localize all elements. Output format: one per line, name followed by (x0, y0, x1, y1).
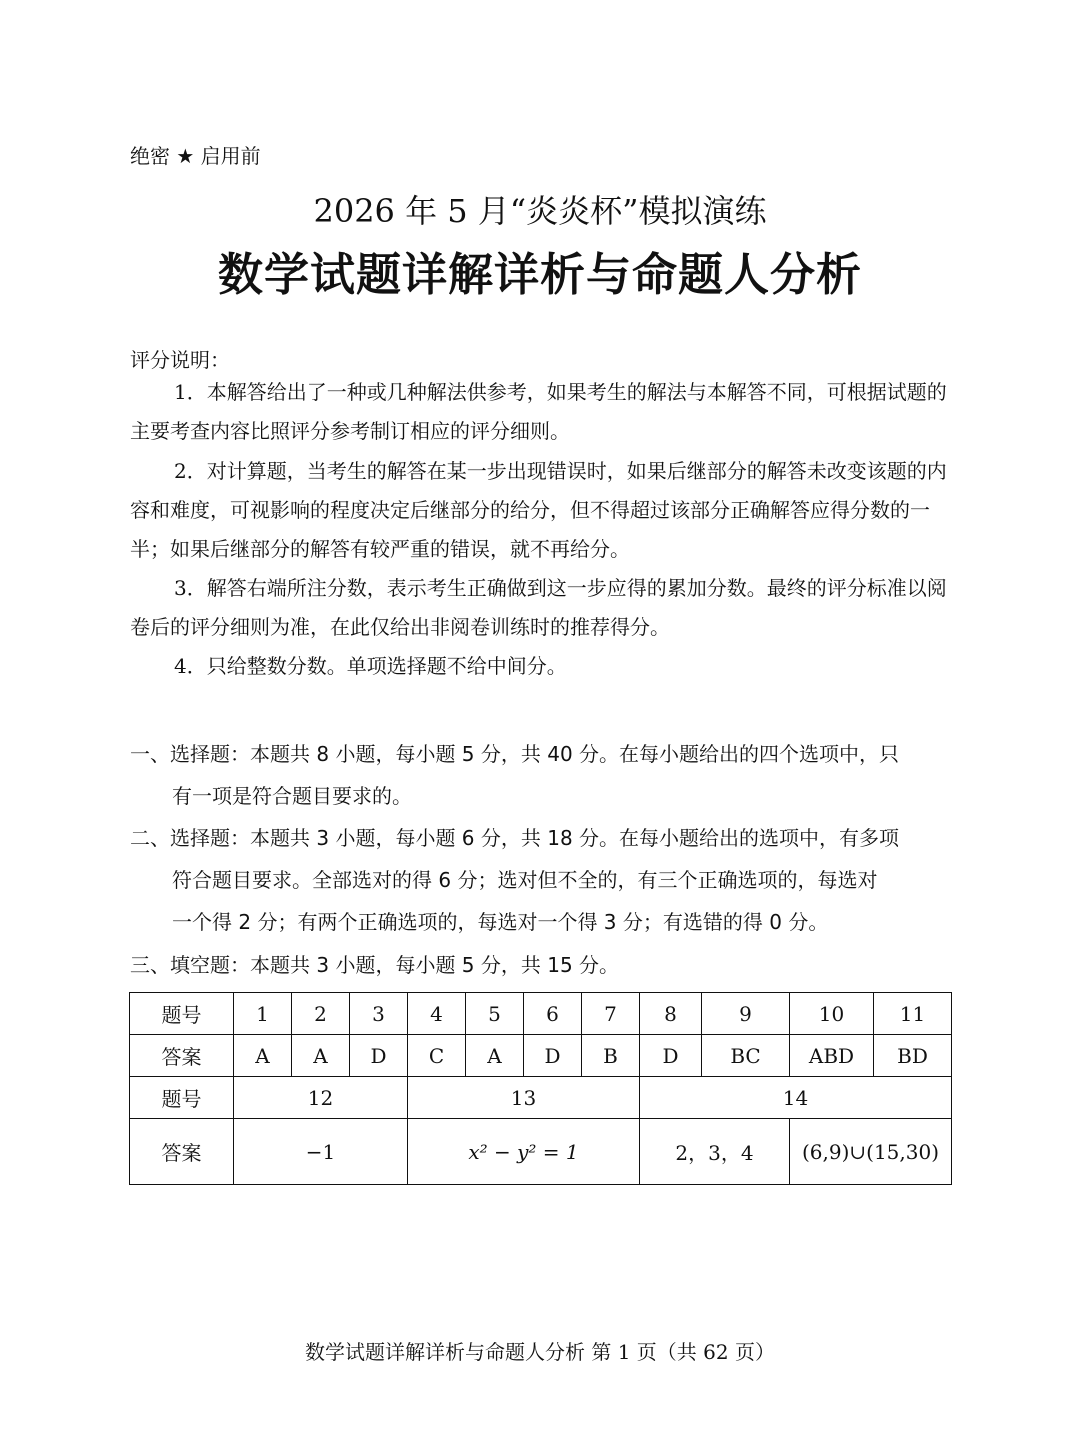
table-label: 题号 (130, 1077, 234, 1119)
table-row (130, 1035, 952, 1077)
confidential-label: 绝密 ★ 启用前 (130, 144, 261, 168)
question-number: 9 (702, 993, 790, 1035)
grading-note-3: 3．解答右端所注分数，表示考生正确做到这一步应得的累加分数。最终的评分标准以阅卷后的评分细则为准，在此仅给出非阅卷训练时的推荐得分。 (130, 576, 947, 639)
table-row (130, 993, 952, 1035)
question-number: 5 (466, 993, 524, 1035)
answer-cell: A (234, 1035, 292, 1077)
question-number: 8 (640, 993, 702, 1035)
question-number: 6 (524, 993, 582, 1035)
grading-notes-heading: 评分说明： (130, 348, 230, 372)
answer-cell: A (292, 1035, 350, 1077)
question-number: 1 (234, 993, 292, 1035)
document-title: 数学试题详解详析与命题人分析 (217, 248, 862, 301)
question-number: 3 (350, 993, 408, 1035)
answer-table (129, 992, 952, 1185)
answer-cell: BC (702, 1035, 790, 1077)
table-row (130, 1119, 952, 1185)
question-number: 11 (874, 993, 952, 1035)
table-row (130, 1077, 952, 1119)
answer-cell: (6,9)∪(15,30) (790, 1119, 952, 1185)
question-number: 10 (790, 993, 874, 1035)
grading-note-4: 4．只给整数分数。单项选择题不给中间分。 (174, 654, 567, 678)
question-number: 2 (292, 993, 350, 1035)
answer-cell: BD (874, 1035, 952, 1077)
answer-cell: ABD (790, 1035, 874, 1077)
answer-cell: D (640, 1035, 702, 1077)
exam-subtitle: 2026 年 5 月“炎炎杯”模拟演练 (313, 192, 767, 230)
question-number: 4 (408, 993, 466, 1035)
answer-cell: x² − y² = 1 (408, 1119, 640, 1185)
question-number: 7 (582, 993, 640, 1035)
question-number: 12 (234, 1077, 408, 1119)
section-fill-in: 三、填空题：本题共 3 小题，每小题 5 分，共 15 分。 (130, 953, 620, 977)
page-footer: 数学试题详解详析与命题人分析 第 1 页（共 62 页） (305, 1340, 775, 1364)
answer-cell: 2，3，4 (640, 1119, 790, 1185)
answer-cell: −1 (234, 1119, 408, 1185)
table-label: 答案 (130, 1119, 234, 1185)
table-label: 答案 (130, 1035, 234, 1077)
question-number: 14 (640, 1077, 952, 1119)
answer-cell: C (408, 1035, 466, 1077)
answer-cell: A (466, 1035, 524, 1077)
answer-cell: D (524, 1035, 582, 1077)
section-multi-select: 二、选择题：本题共 3 小题，每小题 6 分，共 18 分。在每小题给出的选项中，有多项 符合题目要求。全部选对的得 6 分；选对但不全的，有三个正确选项的，每选对 一个得 2 分；有两个正确选项的，每选对一个得 3 分；有选错的得 0 分。 (130, 826, 900, 934)
table-label: 题号 (130, 993, 234, 1035)
section-multiple-choice: 一、选择题：本题共 8 小题，每小题 5 分，共 40 分。在每小题给出的四个选项中，只 有一项是符合题目要求的。 (130, 742, 900, 808)
answer-cell: D (350, 1035, 408, 1077)
grading-note-1: 1．本解答给出了一种或几种解法供参考，如果考生的解法与本解答不同，可根据试题的主要考查内容比照评分参考制订相应的评分细则。 (130, 380, 947, 443)
grading-note-2: 2．对计算题，当考生的解答在某一步出现错误时，如果后继部分的解答未改变该题的内容和难度，可视影响的程度决定后继部分的给分，但不得超过该部分正确解答应得分数的一半；如果后继部分的解答有较严重的错误，就不再给分。 (130, 459, 947, 561)
question-number: 13 (408, 1077, 640, 1119)
answer-cell: B (582, 1035, 640, 1077)
